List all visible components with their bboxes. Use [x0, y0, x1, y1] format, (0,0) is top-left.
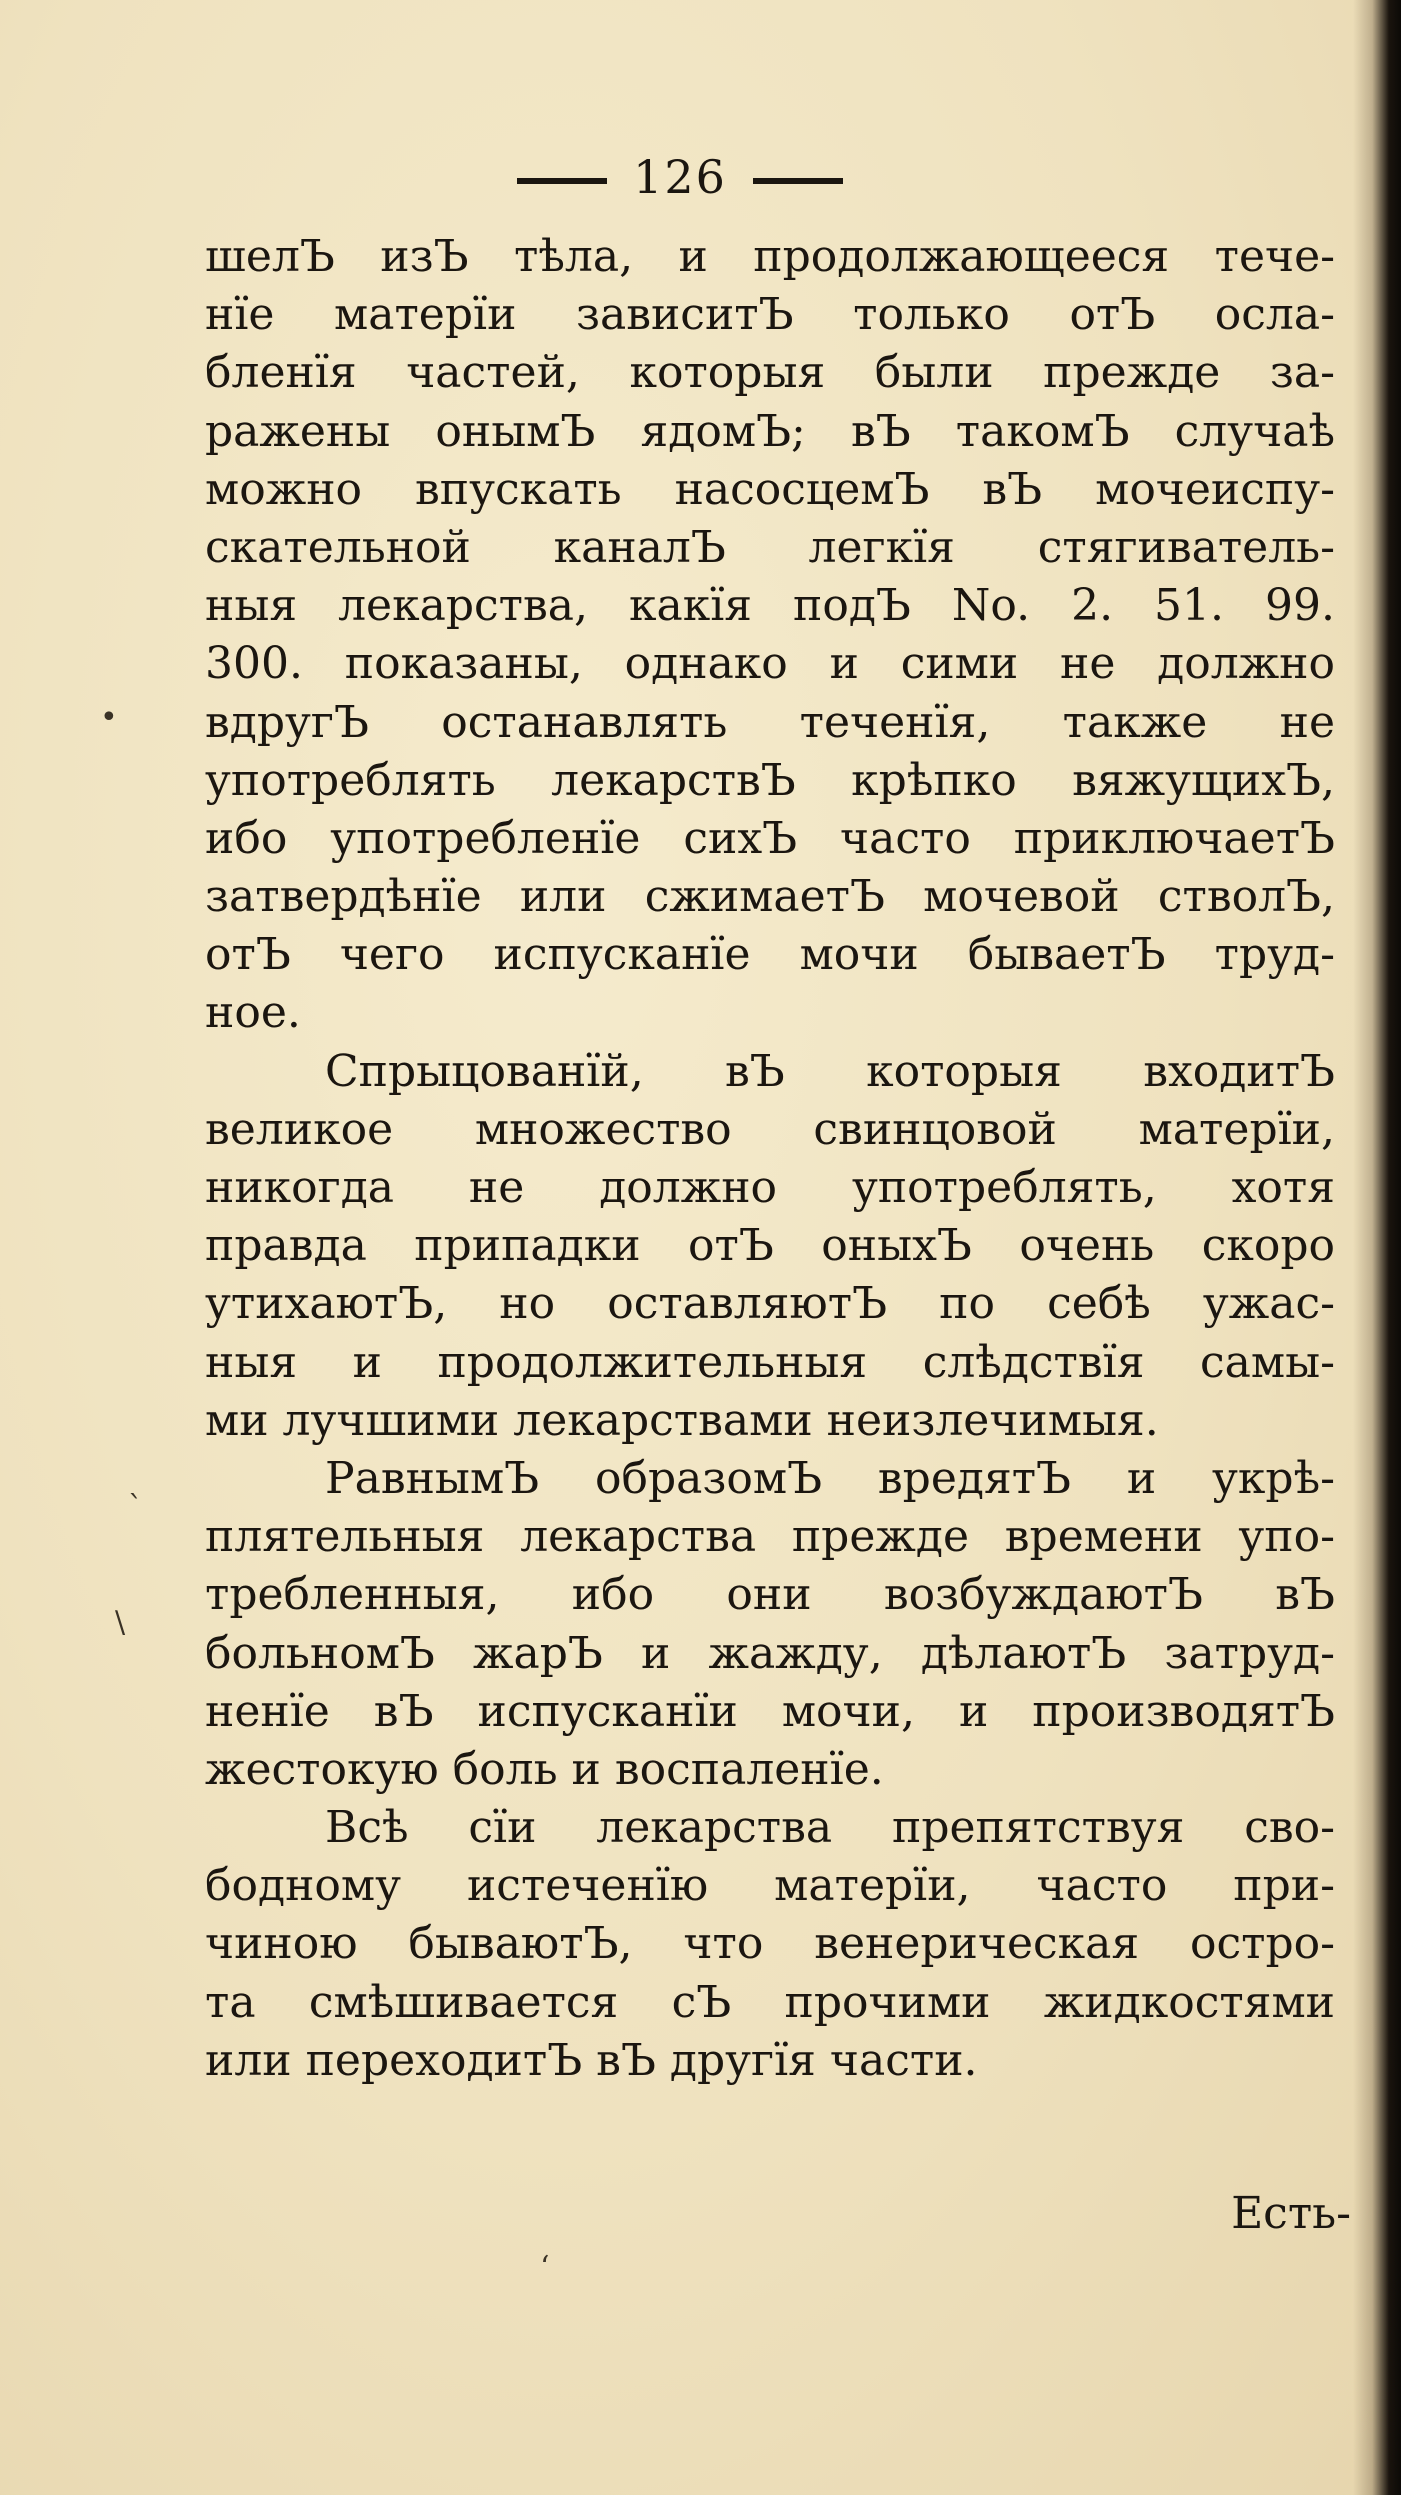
text-line: ражены онымЪ ядомЪ; вЪ такомЪ случаѣ [205, 405, 1335, 457]
text-line: больномЪ жарЪ и жажду, дѣлаютЪ затруд- [205, 1627, 1335, 1679]
text-line: жестокую боль и воспаленїе. [205, 1743, 884, 1795]
text-line: нїе матерїи зависитЪ только отЪ осла- [205, 289, 1335, 341]
header-rule-left [517, 178, 607, 184]
body-text [205, 228, 1335, 2090]
text-line: ибо употребленїе сихЪ часто приключаетЪ [205, 812, 1335, 864]
text-line: шелЪ изЪ тѣла, и продолжающееся тече- [205, 231, 1335, 282]
margin-mark: ʻ [540, 2250, 550, 2285]
text-line: употреблять лекарствЪ крѣпко вяжущихЪ, [205, 754, 1335, 806]
text-line: или переходитЪ вЪ другїя части. [205, 2034, 978, 2086]
text-line: можно впускать насосцемЪ вЪ мочеиспу- [205, 463, 1335, 515]
text-line: правда припадки отЪ оныхЪ очень скоро [205, 1220, 1335, 1272]
text-line: бодному истеченїю матерїи, часто при- [205, 1860, 1335, 1912]
text-line: ненїе вЪ испусканїи мочи, и производятЪ [205, 1685, 1335, 1737]
catchword: Есть- [1231, 2188, 1351, 2239]
text-line: затвердѣнїе или сжимаетЪ мочевой стволЪ, [205, 871, 1335, 923]
text-line: отЪ чего испусканїе мочи бываетЪ труд- [205, 929, 1335, 981]
text-line: утихаютЪ, но оставляютЪ по себѣ ужас- [205, 1278, 1335, 1330]
page-edge-shadow [1353, 0, 1401, 2495]
text-line: ми лучшими лекарствами неизлечимыя. [205, 1394, 1159, 1446]
text-line: 300. показаны, однако и сими не должно [205, 638, 1335, 690]
margin-mark: \ [115, 1605, 126, 1640]
text-line: никогда не должно употреблять, хотя [205, 1162, 1335, 1213]
text-line: скательной каналЪ легкїя стягиватель- [205, 521, 1335, 573]
text-line: требленныя, ибо они возбуждаютЪ вЪ [205, 1569, 1335, 1621]
header-rule-right [753, 178, 843, 184]
paragraph-start-line: Всѣ сїи лекарства препятствуя сво- [325, 1802, 1335, 1854]
text-line: ныя лекарства, какїя подЪ No. 2. 51. 99. [205, 580, 1335, 632]
text-line: ныя и продолжительныя слѣдствїя самы- [205, 1336, 1335, 1388]
text-line: чиною бываютЪ, что венерическая остро- [205, 1918, 1335, 1970]
text-line: та смѣшивается сЪ прочими жидкостями [205, 1976, 1335, 2028]
text-line: вдругЪ останавлять теченїя, также не [205, 696, 1335, 748]
page-header [0, 150, 1360, 204]
paragraph-start-line: Спрыцованїй, вЪ которыя входитЪ [325, 1045, 1335, 1097]
text-line: великое множество свинцовой матерїи, [205, 1103, 1335, 1155]
margin-mark: ˋ [128, 1490, 143, 1525]
paragraph-start-line: РавнымЪ образомЪ вредятЪ и укрѣ- [325, 1452, 1335, 1504]
text-line: ное. [205, 987, 301, 1039]
text-line: плятельныя лекарства прежде времени упо- [205, 1511, 1335, 1563]
margin-mark: • [100, 700, 118, 735]
text-line: бленїя частей, которыя были прежде за- [205, 347, 1335, 399]
page-number: 126 [633, 150, 727, 204]
